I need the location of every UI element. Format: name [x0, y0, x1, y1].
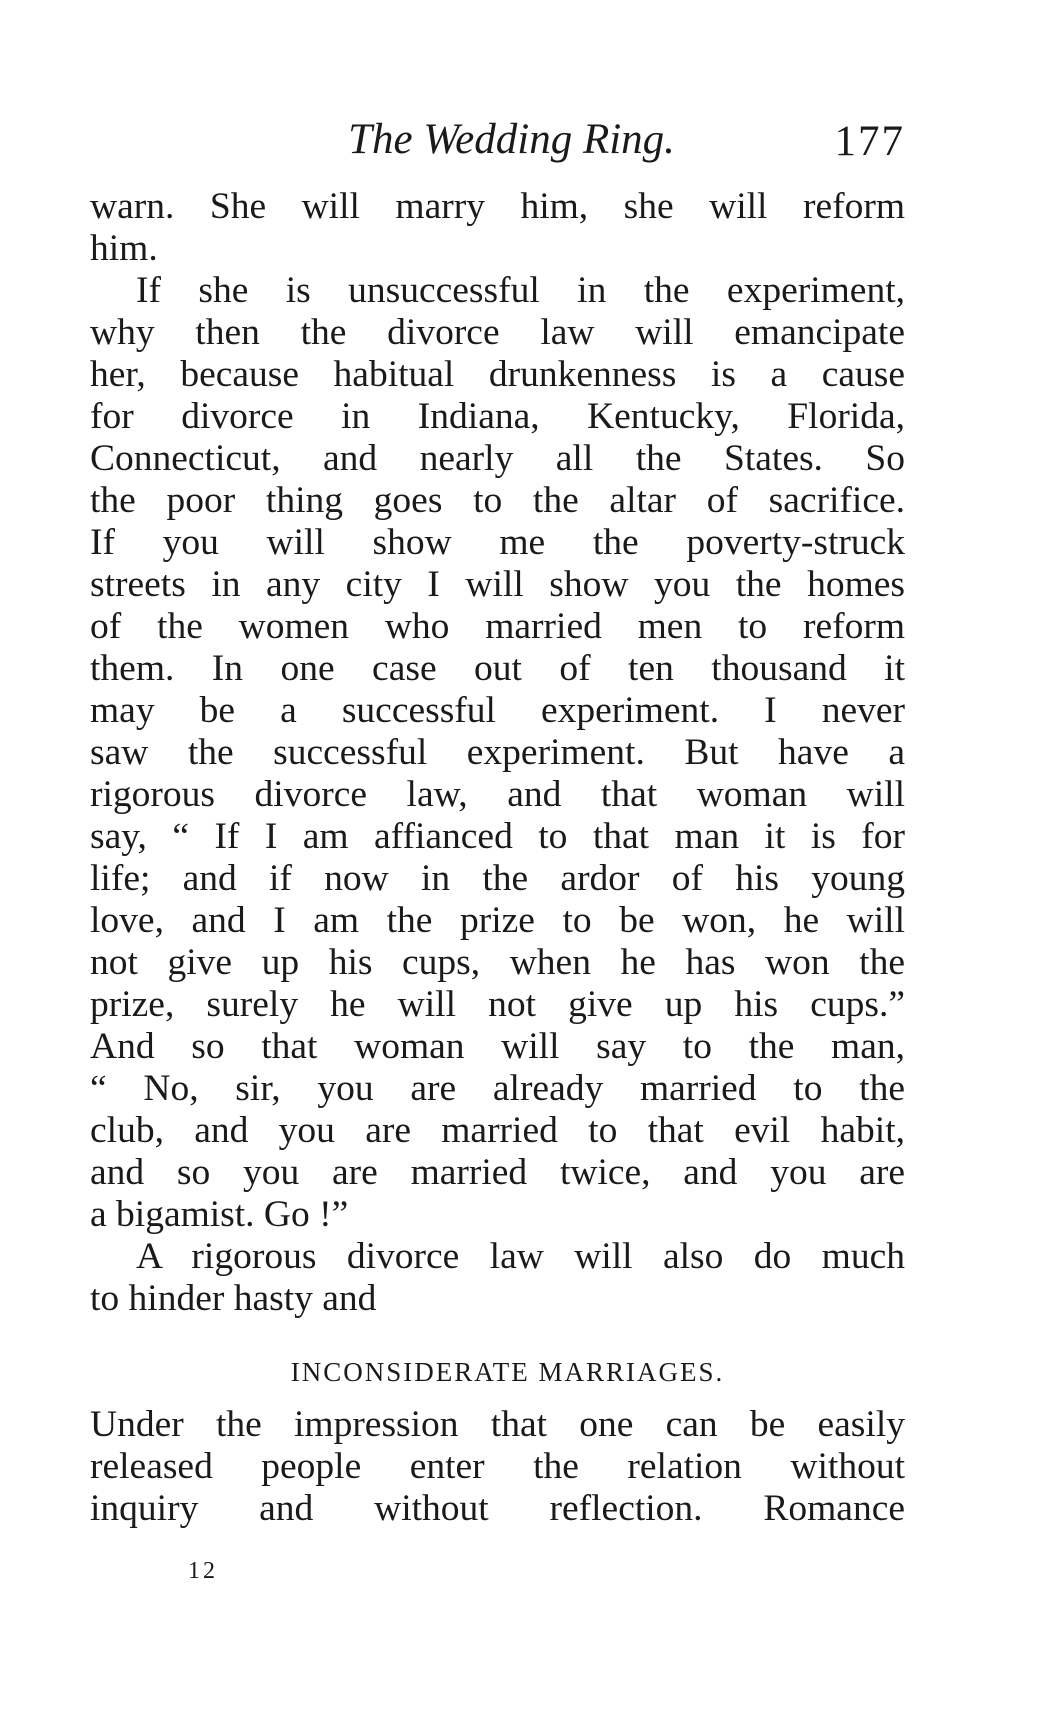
text-line: love, and I am the prize to be won, he will [90, 900, 905, 941]
page-header [90, 112, 905, 168]
signature-mark: 12 [188, 1558, 218, 1584]
text-line: streets in any city I will show you the homes [90, 564, 905, 605]
text-line: her, because habitual drunkenness is a cause [90, 354, 905, 395]
text-line: say, “ If I am affianced to that man it is for [90, 816, 905, 857]
text-line: saw the successful experiment. But have a [90, 732, 905, 773]
text-line: And so that woman will say to the man, [90, 1026, 905, 1067]
text-line: warn. She will marry him, she will reform [90, 186, 905, 227]
body-text [90, 186, 905, 1320]
section-body-text [90, 1404, 905, 1530]
text-line: life; and if now in the ardor of his young [90, 858, 905, 899]
text-line: of the women who married men to reform [90, 606, 905, 647]
text-line: “ No, sir, you are already married to the [90, 1068, 905, 1109]
text-line: A rigorous divorce law will also do much [136, 1236, 905, 1277]
text-line: for divorce in Indiana, Kentucky, Florida, [90, 396, 905, 437]
text-line: Connecticut, and nearly all the States. So [90, 438, 905, 479]
page-number: 177 [834, 118, 905, 165]
text-line: and so you are married twice, and you are [90, 1152, 905, 1193]
text-line: the poor thing goes to the altar of sacrifice. [90, 480, 905, 521]
text-line: rigorous divorce law, and that woman will [90, 774, 905, 815]
text-line: them. In one case out of ten thousand it [90, 648, 905, 689]
text-line: inquiry and without reflection. Romance [90, 1488, 905, 1529]
section-heading: INCONSIDERATE MARRIAGES. [290, 1357, 725, 1387]
text-line: not give up his cups, when he has won the [90, 942, 905, 983]
text-line: him. [90, 228, 158, 269]
text-line: If you will show me the poverty-struck [90, 522, 905, 563]
text-line: why then the divorce law will emancipate [90, 312, 905, 353]
text-line: released people enter the relation without [90, 1446, 905, 1487]
text-line: to hinder hasty and [90, 1278, 377, 1319]
text-line: may be a successful experiment. I never [90, 690, 905, 731]
running-title: The Wedding Ring. [348, 116, 675, 163]
text-line: Under the impression that one can be easily [90, 1404, 905, 1445]
text-line: club, and you are married to that evil habit, [90, 1110, 905, 1151]
text-line: a bigamist. Go !” [90, 1194, 349, 1235]
text-line: If she is unsuccessful in the experiment, [136, 270, 905, 311]
text-line: prize, surely he will not give up his cups.” [90, 984, 905, 1025]
